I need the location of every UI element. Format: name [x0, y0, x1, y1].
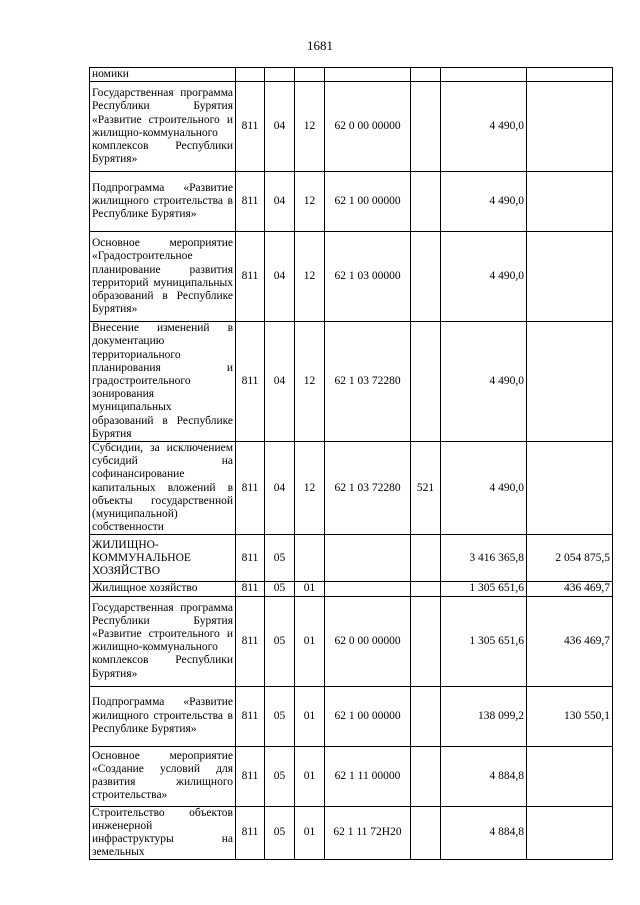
pr-cell: [295, 68, 325, 82]
sum-cell: [527, 442, 613, 535]
table-row: [90, 322, 613, 442]
gr-cell: 811: [236, 232, 265, 322]
sum-cell: 1 305 651,6: [441, 596, 527, 686]
sum-cell: 4 490,0: [441, 82, 527, 172]
vr-cell: [411, 322, 441, 442]
rz-cell: 04: [265, 232, 295, 322]
pr-cell: 12: [295, 172, 325, 232]
sum-cell: [441, 68, 527, 82]
csr-cell: 62 1 00 00000: [325, 172, 411, 232]
rz-cell: 05: [265, 686, 295, 746]
pr-cell: 12: [295, 82, 325, 172]
gr-cell: 811: [236, 686, 265, 746]
sum-cell: 436 469,7: [527, 582, 613, 596]
pr-cell: 12: [295, 232, 325, 322]
rz-cell: 04: [265, 442, 295, 535]
csr-cell: [325, 535, 411, 582]
table-row: [90, 582, 613, 596]
csr-cell: [325, 68, 411, 82]
vr-cell: [411, 686, 441, 746]
table-row: [90, 68, 613, 82]
sum-cell: 2 054 875,5: [527, 535, 613, 582]
row-name-cell: номики: [90, 68, 236, 82]
rz-cell: 05: [265, 535, 295, 582]
row-name-cell: Государственная программа Республики Бурятия «Развитие строительного и жилищно-коммунального комплексов Республики Бурятия»: [90, 596, 236, 686]
sum-cell: [527, 232, 613, 322]
gr-cell: 811: [236, 806, 265, 860]
sum-cell: 1 305 651,6: [441, 582, 527, 596]
vr-cell: [411, 82, 441, 172]
sum-cell: [527, 68, 613, 82]
sum-cell: 4 490,0: [441, 172, 527, 232]
vr-cell: [411, 596, 441, 686]
csr-cell: 62 1 11 72Н20: [325, 806, 411, 860]
sum-cell: 130 550,1: [527, 686, 613, 746]
row-name-cell: Подпрограмма «Развитие жилищного строительства в Республике Бурятия»: [90, 686, 236, 746]
rz-cell: 05: [265, 596, 295, 686]
sum-cell: [527, 322, 613, 442]
table-row: [90, 746, 613, 806]
table-row: [90, 535, 613, 582]
csr-cell: 62 1 03 72280: [325, 322, 411, 442]
sum-cell: 436 469,7: [527, 596, 613, 686]
sum-cell: 138 099,2: [441, 686, 527, 746]
budget-table-body: [90, 68, 613, 860]
pr-cell: 12: [295, 442, 325, 535]
row-name-cell: Внесение изменений в документацию территориального планирования и градостроительного зонирования муниципальных образований в Республике Бурятия: [90, 322, 236, 442]
sum-cell: [527, 82, 613, 172]
pr-cell: 01: [295, 686, 325, 746]
sum-cell: 4 490,0: [441, 232, 527, 322]
gr-cell: 811: [236, 172, 265, 232]
vr-cell: [411, 232, 441, 322]
sum-cell: 4 884,8: [441, 806, 527, 860]
pr-cell: 01: [295, 582, 325, 596]
table-row: [90, 686, 613, 746]
vr-cell: [411, 535, 441, 582]
csr-cell: 62 1 00 00000: [325, 686, 411, 746]
gr-cell: 811: [236, 82, 265, 172]
gr-cell: 811: [236, 582, 265, 596]
table-row: [90, 442, 613, 535]
vr-cell: [411, 582, 441, 596]
vr-cell: [411, 746, 441, 806]
sum-cell: [527, 806, 613, 860]
gr-cell: 811: [236, 322, 265, 442]
rz-cell: 05: [265, 582, 295, 596]
row-name-cell: Основное мероприятие «Создание условий для развития жилищного строительства»: [90, 746, 236, 806]
gr-cell: 811: [236, 596, 265, 686]
sum-cell: [527, 172, 613, 232]
rz-cell: 04: [265, 172, 295, 232]
sum-cell: 4 490,0: [441, 442, 527, 535]
gr-cell: 811: [236, 442, 265, 535]
rz-cell: 04: [265, 82, 295, 172]
pr-cell: [295, 535, 325, 582]
table-row: [90, 82, 613, 172]
table-row: [90, 172, 613, 232]
table-row: [90, 232, 613, 322]
rz-cell: [265, 68, 295, 82]
table-row: [90, 596, 613, 686]
rz-cell: 05: [265, 746, 295, 806]
rz-cell: 05: [265, 806, 295, 860]
table-row: [90, 806, 613, 860]
row-name-cell: Подпрограмма «Развитие жилищного строительства в Республике Бурятия»: [90, 172, 236, 232]
vr-cell: 521: [411, 442, 441, 535]
sum-cell: [527, 746, 613, 806]
csr-cell: 62 0 00 00000: [325, 82, 411, 172]
vr-cell: [411, 68, 441, 82]
csr-cell: 62 1 11 00000: [325, 746, 411, 806]
vr-cell: [411, 806, 441, 860]
sum-cell: 3 416 365,8: [441, 535, 527, 582]
gr-cell: 811: [236, 746, 265, 806]
pr-cell: 01: [295, 596, 325, 686]
row-name-cell: Основное мероприятие «Градостроительное планирование развития территорий муниципальных образований в Республике Бурятия»: [90, 232, 236, 322]
vr-cell: [411, 172, 441, 232]
csr-cell: 62 1 03 72280: [325, 442, 411, 535]
row-name-cell: ЖИЛИЩНО-КОММУНАЛЬНОЕ ХОЗЯЙСТВО: [90, 535, 236, 582]
gr-cell: [236, 68, 265, 82]
row-name-cell: Жилищное хозяйство: [90, 582, 236, 596]
budget-table: [89, 67, 613, 860]
rz-cell: 04: [265, 322, 295, 442]
csr-cell: [325, 582, 411, 596]
row-name-cell: Строительство объектов инженерной инфраструктуры на земельных: [90, 806, 236, 860]
page-number: 1681: [307, 38, 333, 53]
sum-cell: 4 884,8: [441, 746, 527, 806]
pr-cell: 01: [295, 806, 325, 860]
gr-cell: 811: [236, 535, 265, 582]
csr-cell: 62 1 03 00000: [325, 232, 411, 322]
pr-cell: 01: [295, 746, 325, 806]
row-name-cell: Государственная программа Республики Бурятия «Развитие строительного и жилищно-коммунального комплексов Республики Бурятия»: [90, 82, 236, 172]
row-name-cell: Субсидии, за исключением субсидий на софинансирование капитальных вложений в объекты государственной (муниципальной) собственности: [90, 442, 236, 535]
csr-cell: 62 0 00 00000: [325, 596, 411, 686]
sum-cell: 4 490,0: [441, 322, 527, 442]
pr-cell: 12: [295, 322, 325, 442]
